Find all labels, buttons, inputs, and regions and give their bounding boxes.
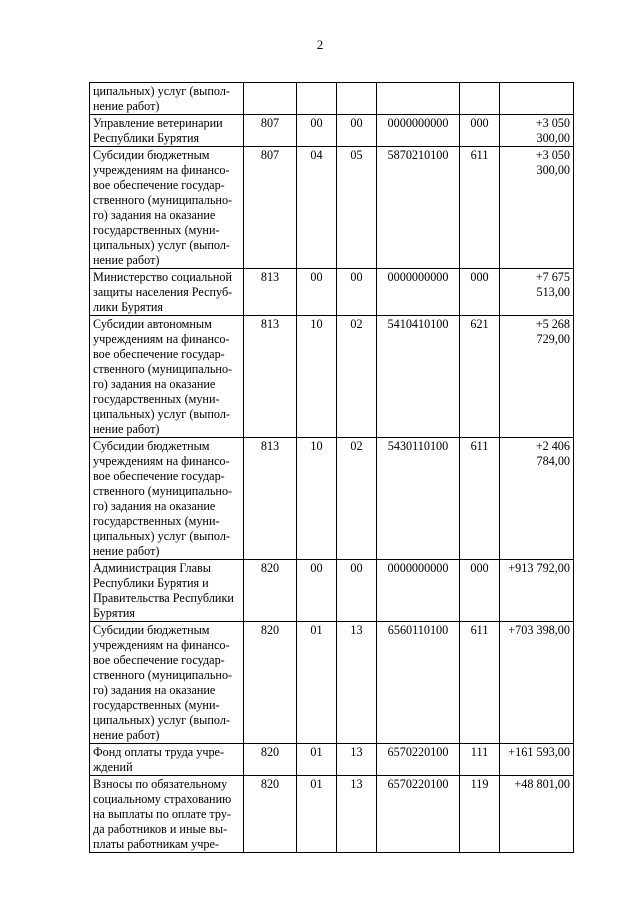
row-vr-cell bbox=[460, 316, 500, 438]
row-ved-cell-text: 813 bbox=[260, 317, 280, 331]
row-vr-cell bbox=[460, 560, 500, 622]
row-rz-cell-text: 00 bbox=[310, 270, 323, 284]
row-ved-cell bbox=[244, 744, 297, 776]
row-sum-cell bbox=[500, 744, 574, 776]
row-rz-cell-text: 10 bbox=[310, 317, 323, 331]
row-sum-cell bbox=[500, 115, 574, 147]
row-ved-cell-text: 813 bbox=[260, 439, 280, 453]
row-pr-cell-text: 00 bbox=[350, 270, 363, 284]
table-row bbox=[90, 744, 574, 776]
row-ved-cell-text: 807 bbox=[260, 116, 280, 130]
row-vr-cell bbox=[460, 83, 500, 115]
row-rz-cell-text: 00 bbox=[310, 561, 323, 575]
row-pr-cell-text: 05 bbox=[350, 148, 363, 162]
row-name-cell-text: Субсидии автономным учреждениям на финансо- вое обеспечение государ- ственного (муниципально- го) задания на оказание государственных (муни- ципальных) услуг (выпол- нение работ) bbox=[93, 317, 233, 436]
row-sum-cell bbox=[500, 776, 574, 853]
table-row bbox=[90, 147, 574, 269]
row-ved-cell-text: 820 bbox=[260, 745, 280, 759]
row-csr-cell-text: 6560110100 bbox=[387, 623, 449, 637]
row-name-cell bbox=[90, 438, 244, 560]
row-sum-cell-text: +5 268 729,00 bbox=[535, 317, 570, 346]
row-name-cell bbox=[90, 776, 244, 853]
row-sum-cell bbox=[500, 147, 574, 269]
row-ved-cell bbox=[244, 269, 297, 316]
row-rz-cell bbox=[297, 316, 337, 438]
row-csr-cell-text: 6570220100 bbox=[387, 745, 449, 759]
row-ved-cell-text: 807 bbox=[260, 148, 280, 162]
row-pr-cell bbox=[337, 115, 377, 147]
row-csr-cell bbox=[377, 744, 460, 776]
budget-table bbox=[89, 82, 574, 853]
row-csr-cell-text: 5870210100 bbox=[387, 148, 449, 162]
row-rz-cell-text: 01 bbox=[310, 745, 323, 759]
table-row bbox=[90, 316, 574, 438]
row-vr-cell-text: 000 bbox=[470, 116, 489, 130]
row-vr-cell-text: 621 bbox=[470, 317, 489, 331]
row-vr-cell-text: 000 bbox=[470, 561, 489, 575]
row-name-cell bbox=[90, 269, 244, 316]
row-sum-cell-text: +2 406 784,00 bbox=[535, 439, 570, 468]
row-csr-cell-text: 0000000000 bbox=[387, 270, 449, 284]
row-vr-cell bbox=[460, 115, 500, 147]
row-sum-cell-text: +913 792,00 bbox=[508, 561, 570, 575]
row-pr-cell-text: 13 bbox=[350, 745, 363, 759]
row-rz-cell bbox=[297, 269, 337, 316]
row-vr-cell bbox=[460, 744, 500, 776]
row-ved-cell-text: 820 bbox=[260, 623, 280, 637]
row-sum-cell-text: +3 050 300,00 bbox=[535, 116, 570, 145]
row-rz-cell bbox=[297, 560, 337, 622]
row-csr-cell bbox=[377, 438, 460, 560]
table-row bbox=[90, 776, 574, 853]
row-vr-cell-text: 611 bbox=[470, 623, 489, 637]
row-ved-cell-text: 820 bbox=[260, 561, 280, 575]
row-sum-cell bbox=[500, 269, 574, 316]
row-pr-cell-text: 13 bbox=[350, 623, 363, 637]
row-pr-cell bbox=[337, 83, 377, 115]
row-csr-cell-text: 5430110100 bbox=[387, 439, 449, 453]
row-rz-cell-text: 04 bbox=[310, 148, 323, 162]
row-vr-cell bbox=[460, 269, 500, 316]
row-csr-cell bbox=[377, 269, 460, 316]
row-csr-cell-text: 5410410100 bbox=[387, 317, 449, 331]
row-ved-cell bbox=[244, 560, 297, 622]
row-name-cell bbox=[90, 316, 244, 438]
row-csr-cell bbox=[377, 83, 460, 115]
row-sum-cell-text: +703 398,00 bbox=[508, 623, 570, 637]
table-row bbox=[90, 560, 574, 622]
row-vr-cell-text: 111 bbox=[470, 745, 489, 759]
row-rz-cell bbox=[297, 776, 337, 853]
row-pr-cell-text: 02 bbox=[350, 317, 363, 331]
row-name-cell-text: Взносы по обязательному социальному страхованию на выплаты по оплате тру- да работников и иные вы- платы работникам учре- bbox=[93, 777, 232, 851]
row-pr-cell bbox=[337, 438, 377, 560]
row-sum-cell bbox=[500, 438, 574, 560]
row-ved-cell bbox=[244, 438, 297, 560]
row-pr-cell bbox=[337, 316, 377, 438]
row-csr-cell bbox=[377, 622, 460, 744]
row-rz-cell bbox=[297, 438, 337, 560]
row-rz-cell bbox=[297, 147, 337, 269]
row-sum-cell-text: +161 593,00 bbox=[508, 745, 570, 759]
row-name-cell-text: ципальных) услуг (выпол- нение работ) bbox=[93, 84, 230, 113]
row-sum-cell-text: +3 050 300,00 bbox=[535, 148, 570, 177]
row-pr-cell bbox=[337, 560, 377, 622]
row-pr-cell bbox=[337, 744, 377, 776]
row-sum-cell bbox=[500, 622, 574, 744]
row-name-cell bbox=[90, 147, 244, 269]
row-name-cell-text: Субсидии бюджетным учреждениям на финансо- вое обеспечение государ- ственного (муниципально- го) задания на оказание государственных (муни- ципальных) услуг (выпол- нение работ) bbox=[93, 439, 233, 558]
row-vr-cell bbox=[460, 147, 500, 269]
table-row bbox=[90, 438, 574, 560]
table-row bbox=[90, 622, 574, 744]
row-sum-cell-text: +48 801,00 bbox=[514, 777, 570, 791]
row-vr-cell-text: 000 bbox=[470, 270, 489, 284]
row-name-cell bbox=[90, 622, 244, 744]
row-rz-cell-text: 01 bbox=[310, 777, 323, 791]
row-pr-cell-text: 00 bbox=[350, 116, 363, 130]
row-ved-cell bbox=[244, 316, 297, 438]
table-row bbox=[90, 269, 574, 316]
row-pr-cell-text: 00 bbox=[350, 561, 363, 575]
row-name-cell-text: Управление ветеринарии Республики Бурятия bbox=[93, 116, 223, 145]
row-pr-cell-text: 02 bbox=[350, 439, 363, 453]
row-vr-cell-text: 611 bbox=[470, 439, 489, 453]
table-row bbox=[90, 115, 574, 147]
row-name-cell-text: Субсидии бюджетным учреждениям на финансо- вое обеспечение государ- ственного (муниципально- го) задания на оказание государственных (муни- ципальных) услуг (выпол- нение работ) bbox=[93, 623, 233, 742]
row-ved-cell-text: 820 bbox=[260, 777, 280, 791]
row-csr-cell-text: 0000000000 bbox=[387, 561, 449, 575]
row-vr-cell bbox=[460, 776, 500, 853]
row-csr-cell-text: 0000000000 bbox=[387, 116, 449, 130]
row-rz-cell-text: 10 bbox=[310, 439, 323, 453]
row-name-cell-text: Администрация Главы Республики Бурятия и Правительства Республики Бурятия bbox=[93, 561, 234, 620]
row-vr-cell-text: 611 bbox=[470, 148, 489, 162]
row-sum-cell bbox=[500, 560, 574, 622]
row-rz-cell-text: 00 bbox=[310, 116, 323, 130]
row-sum-cell bbox=[500, 316, 574, 438]
row-name-cell bbox=[90, 115, 244, 147]
row-pr-cell bbox=[337, 622, 377, 744]
row-name-cell-text: Фонд оплаты труда учре- ждений bbox=[93, 745, 225, 774]
row-csr-cell bbox=[377, 316, 460, 438]
row-pr-cell bbox=[337, 269, 377, 316]
row-rz-cell bbox=[297, 115, 337, 147]
row-csr-cell bbox=[377, 115, 460, 147]
row-pr-cell bbox=[337, 147, 377, 269]
row-name-cell bbox=[90, 744, 244, 776]
row-csr-cell bbox=[377, 560, 460, 622]
row-csr-cell bbox=[377, 147, 460, 269]
row-sum-cell-text: +7 675 513,00 bbox=[535, 270, 570, 299]
row-rz-cell-text: 01 bbox=[310, 623, 323, 637]
row-name-cell-text: Субсидии бюджетным учреждениям на финансо- вое обеспечение государ- ственного (муниципально- го) задания на оказание государственных (муни- ципальных) услуг (выпол- нение работ) bbox=[93, 148, 233, 267]
row-rz-cell bbox=[297, 622, 337, 744]
row-ved-cell bbox=[244, 115, 297, 147]
row-rz-cell bbox=[297, 83, 337, 115]
table-row bbox=[90, 83, 574, 115]
row-csr-cell-text: 6570220100 bbox=[387, 777, 449, 791]
row-vr-cell bbox=[460, 622, 500, 744]
row-rz-cell bbox=[297, 744, 337, 776]
row-csr-cell bbox=[377, 776, 460, 853]
row-pr-cell bbox=[337, 776, 377, 853]
row-vr-cell-text: 119 bbox=[470, 777, 489, 791]
page-number: 2 bbox=[316, 37, 324, 52]
row-ved-cell bbox=[244, 622, 297, 744]
row-pr-cell-text: 13 bbox=[350, 777, 363, 791]
table-body bbox=[90, 83, 574, 853]
row-name-cell bbox=[90, 83, 244, 115]
row-name-cell bbox=[90, 560, 244, 622]
row-name-cell-text: Министерство социальной защиты населения Респуб- лики Бурятия bbox=[93, 270, 233, 314]
row-ved-cell bbox=[244, 776, 297, 853]
row-ved-cell bbox=[244, 147, 297, 269]
row-ved-cell bbox=[244, 83, 297, 115]
row-vr-cell bbox=[460, 438, 500, 560]
row-ved-cell-text: 813 bbox=[260, 270, 280, 284]
row-sum-cell bbox=[500, 83, 574, 115]
